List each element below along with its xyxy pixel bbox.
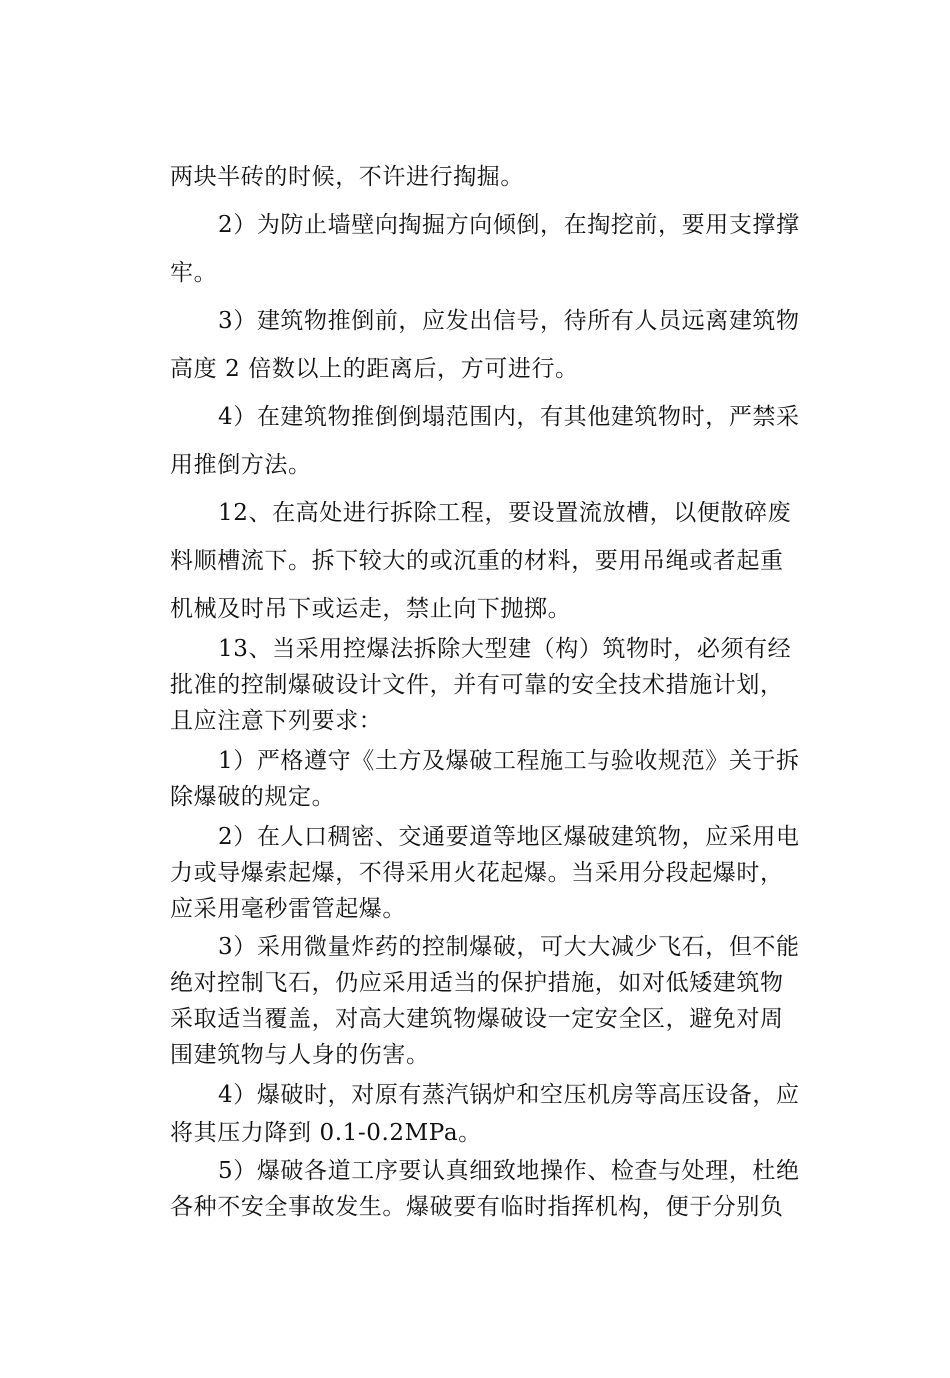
text-line: 机械及时吊下或运走，禁止向下抛掷。 bbox=[170, 596, 572, 622]
text-line: 高度 2 倍数以上的距离后，方可进行。 bbox=[170, 356, 579, 382]
text-line: 用推倒方法。 bbox=[170, 452, 312, 478]
text-line: 4）爆破时，对原有蒸汽锅炉和空压机房等高压设备，应 bbox=[218, 1082, 800, 1108]
text-line: 围建筑物与人身的伤害。 bbox=[170, 1042, 430, 1068]
text-line: 2）为防止墙壁向掏掘方向倾倒，在掏挖前，要用支撑撑 bbox=[218, 212, 800, 238]
text-line: 除爆破的规定。 bbox=[170, 784, 336, 810]
text-line: 批准的控制爆破设计文件，并有可靠的安全技术措施计划， bbox=[170, 672, 784, 698]
text-line: 绝对控制飞石，仍应采用适当的保护措施，如对低矮建筑物 bbox=[170, 970, 784, 996]
text-line: 牢。 bbox=[170, 260, 218, 286]
text-line: 各种不安全事故发生。爆破要有临时指挥机构，便于分别负 bbox=[170, 1194, 784, 1220]
text-line: 5）爆破各道工序要认真细致地操作、检查与处理，杜绝 bbox=[218, 1158, 800, 1184]
text-line: 13、当采用控爆法拆除大型建（构）筑物时，必须有经 bbox=[218, 636, 792, 662]
text-line: 料顺槽流下。拆下较大的或沉重的材料，要用吊绳或者起重 bbox=[170, 548, 784, 574]
text-line: 2）在人口稠密、交通要道等地区爆破建筑物，应采用电 bbox=[218, 824, 800, 850]
text-line: 应采用毫秒雷管起爆。 bbox=[170, 896, 406, 922]
text-line: 3）采用微量炸药的控制爆破，可大大减少飞石，但不能 bbox=[218, 934, 800, 960]
text-line: 且应注意下列要求： bbox=[170, 708, 383, 734]
text-line: 3）建筑物推倒前，应发出信号，待所有人员远离建筑物 bbox=[218, 308, 800, 334]
text-line: 1）严格遵守《土方及爆破工程施工与验收规范》关于拆 bbox=[218, 748, 800, 774]
text-line: 力或导爆索起爆，不得采用火花起爆。当采用分段起爆时， bbox=[170, 860, 784, 886]
text-line: 两块半砖的时候，不许进行掏掘。 bbox=[170, 164, 524, 190]
text-line: 采取适当覆盖，对高大建筑物爆破设一定安全区，避免对周 bbox=[170, 1006, 784, 1032]
text-line: 4）在建筑物推倒倒塌范围内，有其他建筑物时，严禁采 bbox=[218, 404, 800, 430]
text-line: 将其压力降到 0.1-0.2MPa。 bbox=[170, 1120, 482, 1146]
text-line: 12、在高处进行拆除工程，要设置流放槽，以便散碎废 bbox=[218, 500, 792, 526]
